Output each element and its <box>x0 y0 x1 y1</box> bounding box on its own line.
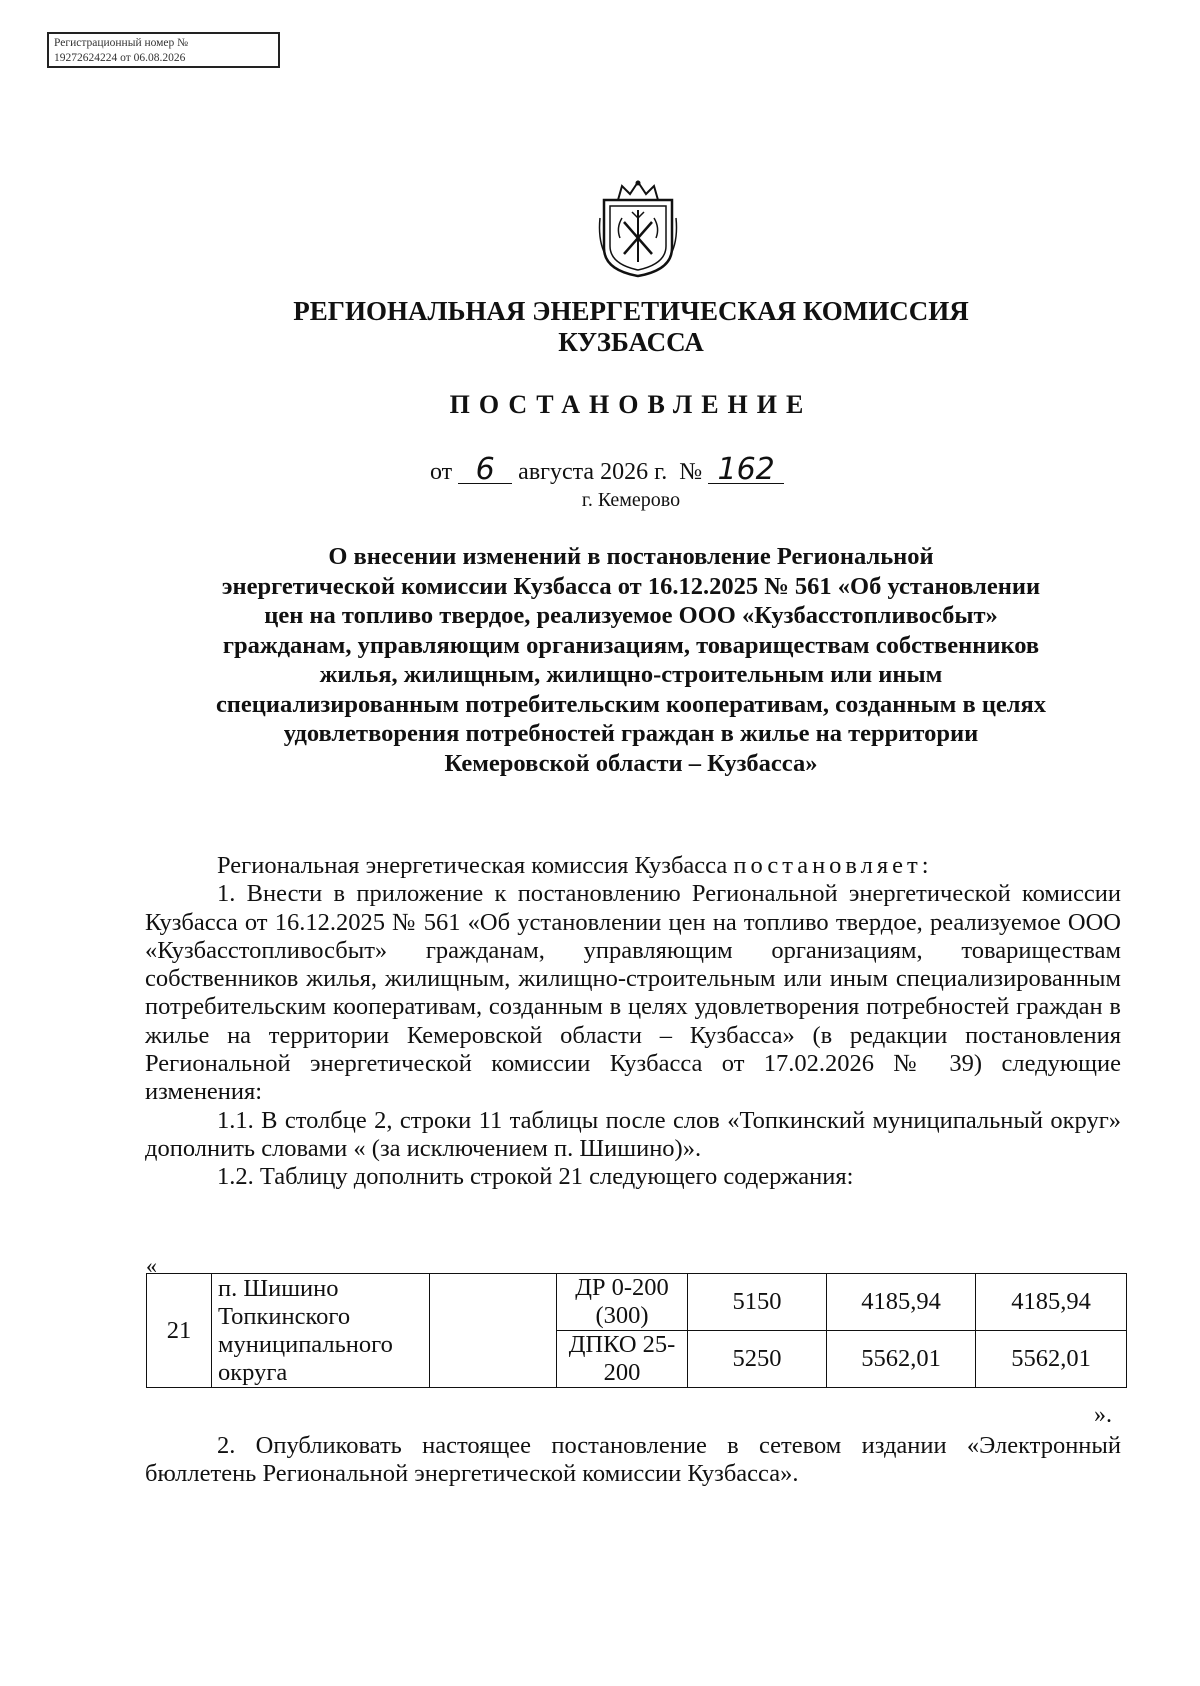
date-from-label: от <box>430 459 453 485</box>
date-month-year: августа 2026 г. <box>518 459 668 485</box>
registration-line-1: Регистрационный номер № <box>54 37 189 49</box>
organization-name-line-1: РЕГИОНАЛЬНАЯ ЭНЕРГЕТИЧЕСКАЯ КОМИССИЯ <box>293 296 969 326</box>
price-cell: 5562,01 <box>976 1331 1127 1388</box>
document-subject <box>150 542 1112 778</box>
amendment-table <box>146 1273 1127 1388</box>
kuzbass-coat-of-arms-icon <box>596 178 680 278</box>
date-day-handwritten: 6 <box>458 457 512 484</box>
item-2: 2. Опубликовать настоящее постановление в сетевом издании «Электронный бюллетень Региональной энергетической комиссии Кузбасса». <box>145 1432 1121 1488</box>
fuel-grade-cell: ДПКО 25-200 <box>557 1331 688 1388</box>
resolution-body <box>145 852 1121 1192</box>
locality-cell: п. Шишино Топкинского муниципального округа <box>212 1274 430 1388</box>
subject-line: специализированным потребительским кооперативам, созданным в целях <box>215 690 1047 718</box>
registration-line-2: 19272624224 от 06.08.2026 <box>54 52 186 64</box>
subject-line: энергетической комиссии Кузбасса от 16.12.2025 № 561 «Об установлении <box>221 572 1041 600</box>
document-type: ПОСТАНОВЛЕНИЕ <box>449 390 813 419</box>
price-cell: 5562,01 <box>827 1331 976 1388</box>
item-2-block <box>145 1432 1121 1489</box>
date-line <box>430 452 784 487</box>
row-number-cell: 21 <box>147 1274 212 1388</box>
table-quote-close: ». <box>1094 1402 1112 1428</box>
item-1-2: 1.2. Таблицу дополнить строкой 21 следующего содержания: <box>217 1163 854 1191</box>
number-sign: № <box>679 459 703 485</box>
document-number-handwritten: 162 <box>708 457 784 484</box>
subject-line: цен на топливо твердое, реализуемое ООО «Кузбасстопливосбыт» <box>264 602 998 629</box>
intro-verb: постановляет: <box>733 852 933 879</box>
table-quote-open: « <box>146 1253 157 1278</box>
price-cell: 4185,94 <box>976 1274 1127 1331</box>
subject-line: жилья, жилищным, жилищно-строительным или иным <box>319 661 943 688</box>
subject-line: О внесении изменений в постановление Региональной <box>328 543 934 570</box>
organization-name-line-2: КУЗБАССА <box>558 327 704 357</box>
empty-cell <box>430 1274 557 1388</box>
price-cell: 5150 <box>688 1274 827 1331</box>
subject-line: Кемеровской области – Кузбасса» <box>444 749 818 777</box>
item-1-1: 1.1. В столбце 2, строки 11 таблицы после слов «Топкинский муниципальный округ» дополнить словами « (за исключением п. Шишино)». <box>145 1106 1121 1162</box>
fuel-grade-cell: ДР 0-200 (300) <box>557 1274 688 1331</box>
city-label: г. Кемерово <box>581 489 681 511</box>
price-cell: 5250 <box>688 1331 827 1388</box>
item-1: 1. Внести в приложение к постановлению Региональной энергетической комиссии Кузбасса от 16.12.2025 № 561 «Об установлении цен на топливо твердое, реализуемое ООО «Кузбасстопливосбыт» гражданам, управляющим организациям, товариществам собственников жилья, жилищным, жилищно-строительным или иным специализированным потребительским кооперативам, созданным в целях удовлетворения потребностей граждан в жилье на территории Кемеровской области – Кузбасса» (в редакции постановления Региональной энергетической комиссии Кузбасса от 17.02.2026 № 39) следующие изменения: <box>145 880 1121 1106</box>
price-cell: 4185,94 <box>827 1274 976 1331</box>
intro-text: Региональная энергетическая комиссия Кузбасса <box>217 852 728 879</box>
subject-line: гражданам, управляющим организациям, товариществам собственников <box>222 631 1040 659</box>
subject-line: удовлетворения потребностей граждан в жилье на территории <box>283 720 979 747</box>
intro-paragraph <box>145 852 1121 880</box>
registration-stamp <box>47 32 280 68</box>
organization-name <box>0 296 1200 358</box>
table-row <box>147 1274 1127 1331</box>
